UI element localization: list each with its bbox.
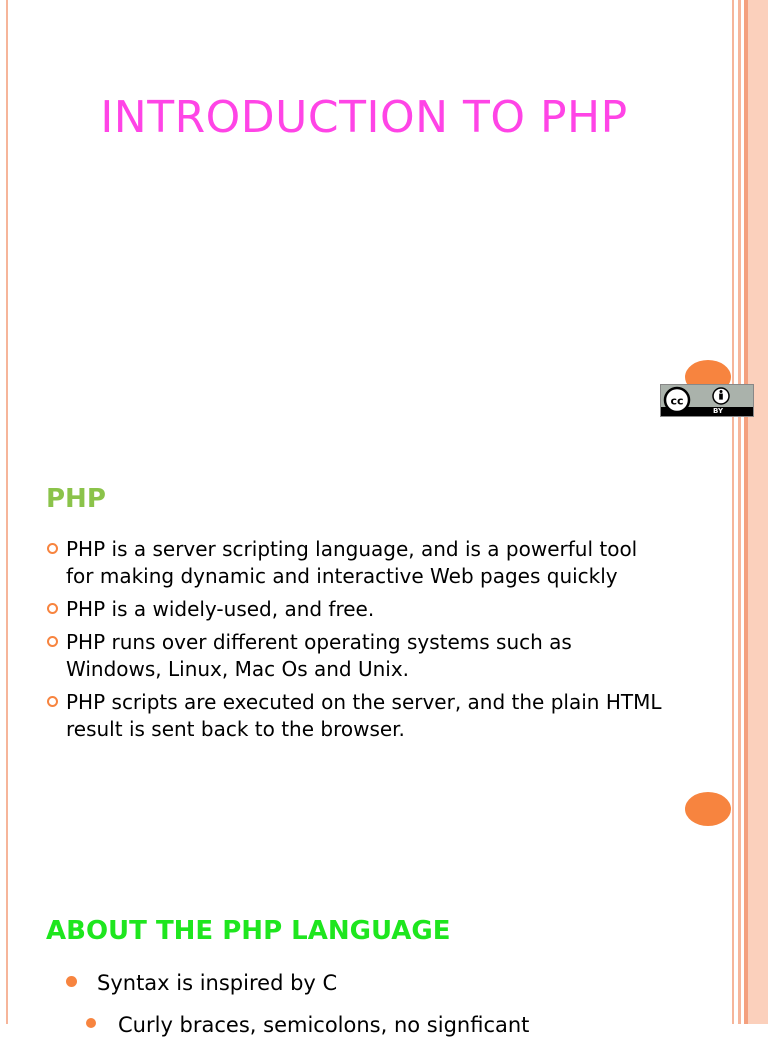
right-decorative-stripes	[732, 0, 768, 1024]
decorative-circle	[685, 792, 731, 826]
bullet-icon	[66, 976, 77, 987]
bullet-icon	[47, 543, 58, 554]
bullet-text: Curly braces, semicolons, no signficant	[118, 1013, 530, 1037]
list-item	[64, 968, 684, 998]
cc-by-license-badge	[660, 384, 754, 417]
slide-title: INTRODUCTION TO PHP	[100, 92, 628, 143]
stripe	[738, 0, 741, 1024]
php-heading: PHP	[46, 484, 106, 514]
list-item	[46, 596, 666, 623]
bullet-icon	[47, 696, 58, 707]
bullet-text: Syntax is inspired by C	[97, 971, 338, 995]
list-item	[46, 629, 666, 683]
about-bullet-list	[64, 968, 684, 1040]
bullet-icon	[86, 1018, 96, 1028]
bullet-icon	[47, 636, 58, 647]
about-php-heading: ABOUT THE PHP LANGUAGE	[46, 916, 451, 946]
stripe	[732, 0, 734, 1024]
list-item	[46, 536, 666, 590]
stripe	[748, 0, 768, 1024]
bullet-text: PHP runs over different operating systems such as Windows, Linux, Mac Os and Unix.	[66, 630, 572, 681]
svg-text:cc: cc	[670, 394, 684, 408]
left-border-line	[6, 0, 8, 1024]
bullet-text: PHP is a widely-used, and free.	[66, 597, 375, 621]
list-item	[64, 1010, 684, 1040]
badge-by-label: BY	[713, 407, 724, 415]
bullet-text: PHP scripts are executed on the server, and the plain HTML result is sent back to the browser.	[66, 690, 662, 741]
cc-icon	[661, 385, 755, 418]
php-bullet-list	[46, 536, 666, 749]
attribution-icon	[711, 385, 731, 407]
bullet-text: PHP is a server scripting language, and is a powerful tool for making dynamic and interactive Web pages quickly	[66, 537, 638, 588]
list-item	[46, 689, 666, 743]
bullet-icon	[47, 603, 58, 614]
